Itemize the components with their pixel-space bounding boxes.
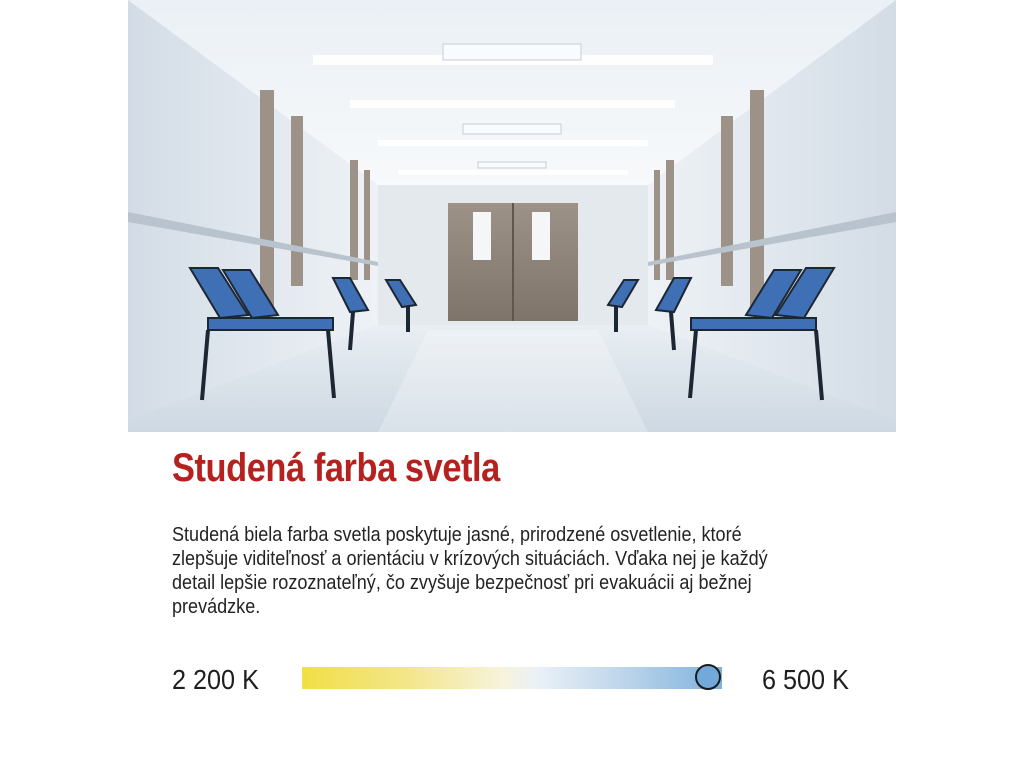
page-title: Studená farba svetla (172, 446, 500, 490)
feature-description: Studená biela farba svetla poskytuje jasné, prirodzené osvetlenie, ktoré zlepšuje viditeľnosť a orientáciu v krízových situáciách. Vďaka nej je každý detail lepšie rozoznateľný, čo zvyšuje bezpečnosť pri evakuácii aj bežnej prevádzke. (172, 523, 768, 618)
temperature-slider-knob[interactable] (695, 664, 721, 690)
scale-min-label: 2 200 K (172, 664, 259, 695)
color-temperature-scale (0, 656, 1024, 702)
hospital-corridor-photo (128, 0, 896, 432)
scale-max-label: 6 500 K (762, 664, 849, 695)
temperature-gradient-bar (302, 667, 722, 689)
